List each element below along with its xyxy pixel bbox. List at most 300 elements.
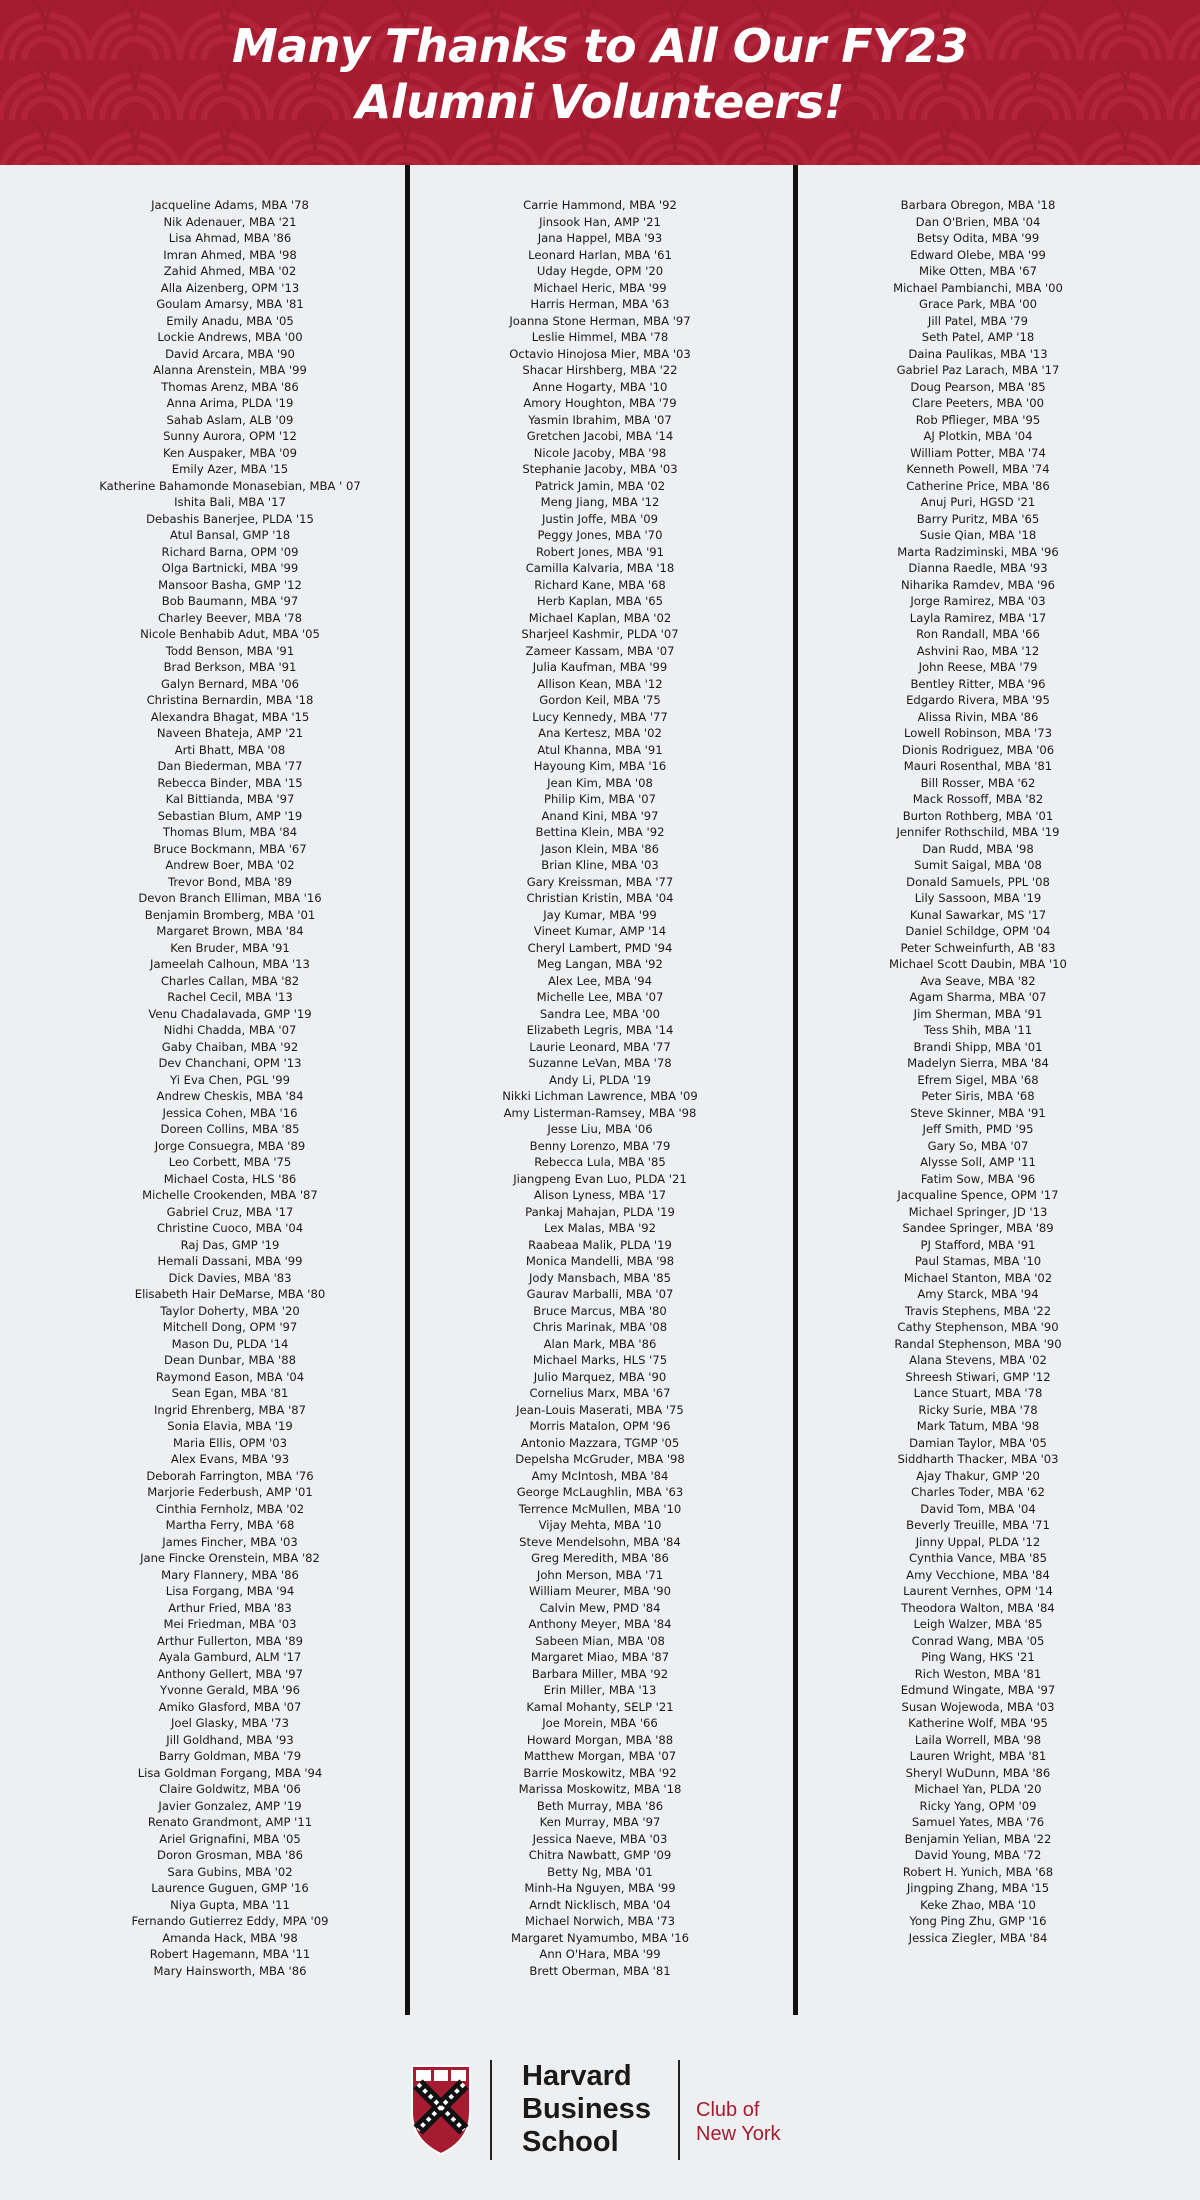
volunteer-name: Jana Happel, MBA '93 xyxy=(537,231,663,245)
volunteer-name: Arndt Nicklisch, MBA '04 xyxy=(529,1897,671,1912)
volunteer-name: Brett Oberman, MBA '81 xyxy=(529,1963,671,1978)
volunteer-name: Brandi Shipp, MBA '01 xyxy=(913,1039,1043,1054)
volunteer-name: Jane Fincke Orenstein, MBA '82 xyxy=(140,1551,320,1565)
volunteer-name: Susan Wojewoda, MBA '03 xyxy=(901,1699,1055,1714)
volunteer-name: Martha Ferry, MBA '68 xyxy=(165,1518,295,1532)
volunteer-name: Lance Stuart, MBA '78 xyxy=(913,1386,1043,1400)
volunteer-name: Raabeaa Malik, PLDA '19 xyxy=(528,1237,672,1252)
volunteer-name: Rebecca Binder, MBA '15 xyxy=(157,775,303,790)
volunteer-name: Agam Sharma, MBA '07 xyxy=(909,990,1047,1004)
volunteer-name: Jacqueline Adams, MBA '78 xyxy=(151,198,309,212)
volunteer-name: Benjamin Bromberg, MBA '01 xyxy=(144,907,316,922)
volunteer-name: Terrence McMullen, MBA '10 xyxy=(518,1501,682,1516)
volunteer-name: Meg Langan, MBA '92 xyxy=(537,957,663,971)
volunteer-name: Vijay Mehta, MBA '10 xyxy=(538,1518,662,1532)
volunteer-name: Mason Du, PLDA '14 xyxy=(171,1336,289,1351)
volunteer-name: Olga Bartnicki, MBA '99 xyxy=(161,561,299,575)
volunteer-name: Daniel Schildge, OPM '04 xyxy=(905,924,1051,938)
volunteer-name: Jessica Naeve, MBA '03 xyxy=(532,1831,668,1846)
volunteer-name: Ajay Thakur, GMP '20 xyxy=(916,1468,1040,1483)
volunteer-column-2 xyxy=(420,197,780,2017)
volunteer-name: Ashvini Rao, MBA '12 xyxy=(916,643,1040,658)
volunteer-name: Patrick Jamin, MBA '02 xyxy=(534,478,666,493)
school-name-line: School xyxy=(522,2126,619,2158)
volunteer-name: Octavio Hinojosa Mier, MBA '03 xyxy=(509,346,691,361)
volunteer-name: Dianna Raedle, MBA '93 xyxy=(908,561,1048,575)
title-line-2: Alumni Volunteers! xyxy=(355,75,845,129)
volunteer-name: Atul Bansal, GMP '18 xyxy=(169,528,291,542)
volunteer-name: Dick Davies, MBA '83 xyxy=(168,1270,292,1285)
volunteer-name: Doreen Collins, MBA '85 xyxy=(160,1122,300,1136)
volunteer-name: Depelsha McGruder, MBA '98 xyxy=(515,1452,685,1466)
volunteer-name: Richard Kane, MBA '68 xyxy=(534,577,666,592)
volunteer-name: Hemali Dassani, MBA '99 xyxy=(157,1254,303,1268)
volunteer-name: Beverly Treuille, MBA '71 xyxy=(906,1518,1050,1532)
volunteer-name: Travis Stephens, MBA '22 xyxy=(904,1303,1052,1318)
volunteer-name: Alexandra Bhagat, MBA '15 xyxy=(150,709,310,724)
hbs-shield-icon xyxy=(410,2064,472,2156)
volunteer-name: Michael Kaplan, MBA '02 xyxy=(528,610,672,625)
volunteer-name: Julia Kaufman, MBA '99 xyxy=(532,660,668,674)
volunteer-name: Jinny Uppal, PLDA '12 xyxy=(915,1534,1041,1549)
volunteer-name: Doron Grosman, MBA '86 xyxy=(157,1848,303,1862)
volunteer-name: Sandra Lee, MBA '00 xyxy=(539,1006,661,1021)
volunteer-name: Nicole Benhabib Adut, MBA '05 xyxy=(140,627,320,641)
volunteer-name: Amy McIntosh, MBA '84 xyxy=(531,1468,669,1483)
volunteer-name: Cathy Stephenson, MBA '90 xyxy=(897,1320,1059,1334)
volunteer-name: Ken Auspaker, MBA '09 xyxy=(162,445,298,460)
volunteer-name: Nicole Jacoby, MBA '98 xyxy=(533,445,667,460)
volunteer-name: Betty Ng, MBA '01 xyxy=(547,1864,653,1879)
volunteer-name: Leonard Harlan, MBA '61 xyxy=(528,247,672,262)
volunteer-name: Lisa Ahmad, MBA '86 xyxy=(168,231,292,245)
volunteer-name: Alan Mark, MBA '86 xyxy=(543,1336,657,1351)
volunteer-name: Robert H. Yunich, MBA '68 xyxy=(902,1864,1054,1879)
volunteer-name: Laurie Leonard, MBA '77 xyxy=(529,1039,671,1054)
volunteer-name: PJ Stafford, MBA '91 xyxy=(920,1237,1036,1252)
volunteer-name: William Potter, MBA '74 xyxy=(910,445,1046,460)
volunteer-name: Sandee Springer, MBA '89 xyxy=(902,1221,1054,1235)
volunteer-name: Lauren Wright, MBA '81 xyxy=(909,1749,1047,1763)
volunteer-name: Fatim Sow, MBA '96 xyxy=(920,1171,1036,1186)
volunteer-name: Allison Kean, MBA '12 xyxy=(537,676,663,691)
volunteer-name: Richard Barna, OPM '09 xyxy=(161,544,299,559)
school-name xyxy=(522,2060,651,2159)
volunteer-name: Steve Skinner, MBA '91 xyxy=(910,1105,1046,1120)
volunteer-name: Michael Springer, JD '13 xyxy=(908,1204,1048,1219)
volunteer-name: Zahid Ahmed, MBA '02 xyxy=(163,264,297,278)
volunteer-name: Grace Park, MBA '00 xyxy=(919,297,1037,311)
volunteer-name: Anand Kini, MBA '97 xyxy=(541,808,659,823)
volunteer-name: Jean Kim, MBA '08 xyxy=(547,775,653,790)
volunteer-name: Jennifer Rothschild, MBA '19 xyxy=(896,825,1060,839)
volunteer-name: Randal Stephenson, MBA '90 xyxy=(894,1336,1062,1351)
volunteer-name: Charles Callan, MBA '82 xyxy=(160,973,300,988)
volunteer-name: Emily Azer, MBA '15 xyxy=(171,462,289,476)
volunteer-name: Cinthia Fernholz, MBA '02 xyxy=(155,1501,305,1516)
volunteer-name: Ingrid Ehrenberg, MBA '87 xyxy=(153,1402,307,1417)
volunteer-name: Edmund Wingate, MBA '97 xyxy=(900,1683,1056,1697)
volunteer-name: Siddharth Thacker, MBA '03 xyxy=(897,1452,1059,1466)
volunteer-name: Sheryl WuDunn, MBA '86 xyxy=(905,1765,1051,1780)
header-banner xyxy=(0,0,1200,165)
volunteer-name: Peter Siris, MBA '68 xyxy=(921,1089,1035,1103)
volunteer-name: Howard Morgan, MBA '88 xyxy=(526,1732,674,1747)
volunteer-name: Ann O'Hara, MBA '99 xyxy=(539,1947,661,1961)
volunteer-name: Arthur Fried, MBA '83 xyxy=(168,1600,292,1615)
volunteer-name: Michael Norwich, MBA '73 xyxy=(525,1914,675,1928)
volunteer-name: Monica Mandelli, MBA '98 xyxy=(525,1254,675,1268)
volunteer-name: Alison Lyness, MBA '17 xyxy=(533,1188,667,1202)
volunteer-name: Madelyn Sierra, MBA '84 xyxy=(907,1056,1049,1070)
volunteer-name: Sumit Saigal, MBA '08 xyxy=(914,858,1042,872)
volunteer-name: Maria Ellis, OPM '03 xyxy=(172,1435,288,1450)
volunteer-name: John Reese, MBA '79 xyxy=(918,660,1038,674)
volunteer-name: Uday Hegde, OPM '20 xyxy=(536,264,664,278)
volunteer-name: Dev Chanchani, OPM '13 xyxy=(158,1056,302,1070)
volunteer-name: Ping Wang, HKS '21 xyxy=(921,1650,1035,1664)
volunteer-name: Alana Stevens, MBA '02 xyxy=(909,1353,1047,1367)
volunteer-name: Bruce Bockmann, MBA '67 xyxy=(153,841,307,856)
volunteer-name: Margaret Miao, MBA '87 xyxy=(530,1650,670,1664)
volunteer-name: Mike Otten, MBA '67 xyxy=(919,264,1037,278)
volunteer-name: Katherine Bahamonde Monasebian, MBA ' 07 xyxy=(99,478,361,493)
volunteer-name: Gary So, MBA '07 xyxy=(927,1138,1029,1153)
volunteer-name: Jesse Liu, MBA '06 xyxy=(547,1122,653,1136)
volunteer-name: Zameer Kassam, MBA '07 xyxy=(525,643,675,658)
volunteer-name: Bentley Ritter, MBA '96 xyxy=(910,676,1046,691)
volunteer-name: Andrew Cheskis, MBA '84 xyxy=(156,1089,304,1103)
volunteer-name: Layla Ramirez, MBA '17 xyxy=(909,610,1047,625)
volunteer-name: Alanna Arenstein, MBA '99 xyxy=(153,363,307,377)
volunteer-name: Laila Worrell, MBA '98 xyxy=(914,1732,1042,1747)
volunteer-name: Damian Taylor, MBA '05 xyxy=(909,1435,1047,1450)
volunteer-name: Pankaj Mahajan, PLDA '19 xyxy=(525,1204,675,1219)
volunteer-name: Marissa Moskowitz, MBA '18 xyxy=(518,1782,682,1796)
volunteer-name: Keke Zhao, MBA '10 xyxy=(920,1897,1036,1912)
volunteer-name: Carrie Hammond, MBA '92 xyxy=(523,198,677,212)
volunteer-name: Ayala Gamburd, ALM '17 xyxy=(158,1650,302,1664)
volunteer-name: Leslie Himmel, MBA '78 xyxy=(531,330,669,344)
volunteer-name: Venu Chadalavada, GMP '19 xyxy=(148,1006,312,1021)
volunteer-name: Kamal Mohanty, SELP '21 xyxy=(526,1699,674,1714)
volunteer-name: Lily Sassoon, MBA '19 xyxy=(914,891,1042,905)
volunteer-name: Seth Patel, AMP '18 xyxy=(921,330,1035,344)
volunteer-name: Sonia Elavia, MBA '19 xyxy=(167,1419,293,1433)
volunteer-name: Brad Berkson, MBA '91 xyxy=(163,660,297,674)
club-name xyxy=(696,2098,781,2146)
volunteer-name: Sean Egan, MBA '81 xyxy=(171,1386,289,1400)
volunteer-name: Vineet Kumar, AMP '14 xyxy=(533,924,667,938)
volunteer-name: Devon Branch Elliman, MBA '16 xyxy=(138,891,322,905)
volunteer-name: Leo Corbett, MBA '75 xyxy=(168,1155,292,1169)
volunteer-name: Thomas Blum, MBA '84 xyxy=(162,825,298,839)
volunteer-name: Daina Paulikas, MBA '13 xyxy=(908,346,1048,361)
school-name-line: Harvard xyxy=(522,2060,632,2092)
volunteer-name: David Tom, MBA '04 xyxy=(920,1501,1036,1516)
volunteer-name: Antonio Mazzara, TGMP '05 xyxy=(520,1435,680,1450)
volunteer-name: Erin Miller, MBA '13 xyxy=(543,1683,657,1697)
volunteer-name: Atul Khanna, MBA '91 xyxy=(537,742,663,757)
volunteer-name: Catherine Price, MBA '86 xyxy=(906,478,1050,493)
volunteer-name: Naveen Bhateja, AMP '21 xyxy=(156,726,304,740)
volunteer-name: Dean Dunbar, MBA '88 xyxy=(164,1353,296,1367)
volunteer-name: Lucy Kennedy, MBA '77 xyxy=(532,709,668,724)
volunteer-name: Tess Shih, MBA '11 xyxy=(923,1023,1033,1037)
volunteer-column-1 xyxy=(80,197,380,2017)
volunteer-name: Joe Morein, MBA '66 xyxy=(542,1716,658,1730)
volunteer-name: Michael Yan, PLDA '20 xyxy=(914,1782,1042,1796)
volunteer-name: Efrem Sigel, MBA '68 xyxy=(917,1072,1039,1087)
volunteer-name: Elizabeth Legris, MBA '14 xyxy=(526,1023,674,1037)
volunteer-name: Benjamin Yelian, MBA '22 xyxy=(904,1831,1052,1846)
volunteer-name: Harris Herman, MBA '63 xyxy=(530,297,670,311)
volunteer-name: Jacqualine Spence, OPM '17 xyxy=(897,1188,1059,1202)
volunteer-name: Ricky Yang, OPM '09 xyxy=(919,1798,1037,1813)
volunteer-name: Edgardo Rivera, MBA '95 xyxy=(906,693,1050,707)
volunteer-name: Taylor Doherty, MBA '20 xyxy=(160,1303,300,1318)
volunteer-name: Morris Matalon, OPM '96 xyxy=(529,1419,671,1433)
volunteer-name: Charles Toder, MBA '62 xyxy=(911,1485,1045,1499)
volunteer-name: Ariel Grignafini, MBA '05 xyxy=(159,1831,301,1846)
volunteer-name: Gordon Keil, MBA '75 xyxy=(539,693,661,707)
volunteer-name: Chitra Nawbatt, GMP '09 xyxy=(528,1848,672,1862)
volunteer-name: Sahab Aslam, ALB '09 xyxy=(166,412,294,427)
volunteer-name: Deborah Farrington, MBA '76 xyxy=(146,1468,314,1483)
volunteer-name: Ken Murray, MBA '97 xyxy=(539,1815,661,1829)
volunteer-name: Jorge Consuegra, MBA '89 xyxy=(154,1138,306,1153)
volunteer-name: Charley Beever, MBA '78 xyxy=(157,610,303,625)
volunteer-name: Anne Hogarty, MBA '10 xyxy=(532,379,668,394)
volunteer-name: Lisa Goldman Forgang, MBA '94 xyxy=(137,1765,323,1780)
volunteer-name: David Young, MBA '72 xyxy=(914,1848,1042,1862)
hbs-club-logo xyxy=(410,2058,810,2163)
volunteer-name: Michael Costa, HLS '86 xyxy=(163,1171,297,1186)
volunteer-name: George McLaughlin, MBA '63 xyxy=(516,1485,684,1499)
logo-divider xyxy=(678,2060,680,2160)
volunteer-name: Anna Arima, PLDA '19 xyxy=(166,396,294,410)
volunteer-name: Lockie Andrews, MBA '00 xyxy=(157,330,303,344)
volunteer-name: Benny Lorenzo, MBA '79 xyxy=(529,1138,671,1153)
volunteer-name: Anthony Gellert, MBA '97 xyxy=(156,1666,304,1681)
volunteer-name: Joel Glasky, MBA '73 xyxy=(171,1716,289,1730)
volunteer-name: Cynthia Vance, MBA '85 xyxy=(908,1551,1048,1565)
volunteer-name: Chris Marinak, MBA '08 xyxy=(532,1320,668,1334)
volunteer-name: Camilla Kalvaria, MBA '18 xyxy=(525,561,675,575)
volunteer-name: Sabeen Mian, MBA '08 xyxy=(535,1633,665,1648)
volunteer-name: Gabriel Cruz, MBA '17 xyxy=(166,1204,294,1219)
volunteer-name: Paul Stamas, MBA '10 xyxy=(914,1254,1042,1268)
volunteer-name: Ava Seave, MBA '82 xyxy=(920,973,1036,988)
volunteer-name: Bob Baumann, MBA '97 xyxy=(161,594,299,608)
volunteer-name: Alissa Rivin, MBA '86 xyxy=(917,709,1039,724)
volunteer-name: Shacar Hirshberg, MBA '22 xyxy=(522,363,678,377)
volunteer-name: Dan Rudd, MBA '98 xyxy=(922,841,1034,856)
volunteer-name: Yvonne Gerald, MBA '96 xyxy=(159,1683,300,1697)
volunteer-name: Michael Scott Daubin, MBA '10 xyxy=(889,957,1067,971)
volunteer-name: Bruce Marcus, MBA '80 xyxy=(533,1303,667,1318)
volunteer-name: Nikki Lichman Lawrence, MBA '09 xyxy=(502,1089,698,1103)
volunteer-name: Jill Goldhand, MBA '93 xyxy=(166,1732,294,1747)
volunteer-name: Robert Jones, MBA '91 xyxy=(535,544,665,559)
volunteer-name: Nidhi Chadda, MBA '07 xyxy=(163,1023,297,1037)
volunteer-name: Lisa Forgang, MBA '94 xyxy=(165,1584,295,1598)
volunteer-name: Jody Mansbach, MBA '85 xyxy=(529,1270,671,1285)
column-divider xyxy=(405,165,410,2015)
volunteer-name: Donald Samuels, PPL '08 xyxy=(906,874,1050,889)
volunteer-name: Katherine Wolf, MBA '95 xyxy=(908,1716,1048,1730)
volunteer-name: Brian Kline, MBA '03 xyxy=(541,858,659,872)
volunteer-name: Amanda Hack, MBA '98 xyxy=(162,1930,298,1945)
volunteer-name: Barry Goldman, MBA '79 xyxy=(158,1749,302,1763)
volunteer-name: Gretchen Jacobi, MBA '14 xyxy=(526,429,674,443)
volunteer-name: Gaby Chaiban, MBA '92 xyxy=(161,1039,299,1054)
volunteer-name: Dan O'Brien, MBA '04 xyxy=(915,214,1041,229)
volunteer-name: Raj Das, GMP '19 xyxy=(180,1237,280,1252)
volunteer-name: Susie Qian, MBA '18 xyxy=(919,528,1037,542)
volunteer-name: Steve Mendelsohn, MBA '84 xyxy=(519,1534,681,1549)
volunteer-name: Leigh Walzer, MBA '85 xyxy=(913,1617,1043,1631)
volunteer-name: Lowell Robinson, MBA '73 xyxy=(903,726,1052,740)
volunteer-name: Jeff Smith, PMD '95 xyxy=(922,1122,1034,1136)
volunteer-name: David Arcara, MBA '90 xyxy=(165,346,295,361)
volunteer-name: Christian Kristin, MBA '04 xyxy=(526,891,674,905)
volunteer-name: Kenneth Powell, MBA '74 xyxy=(906,462,1050,476)
volunteer-name: Andrew Boer, MBA '02 xyxy=(165,858,295,872)
volunteer-name: Elisabeth Hair DeMarse, MBA '80 xyxy=(134,1287,326,1301)
volunteer-name: Jameelah Calhoun, MBA '13 xyxy=(150,957,310,971)
volunteer-name: Shreesh Stiwari, GMP '12 xyxy=(905,1369,1051,1384)
volunteer-name: Alysse Soll, AMP '11 xyxy=(920,1155,1036,1169)
volunteer-name: Stephanie Jacoby, MBA '03 xyxy=(522,462,678,476)
volunteer-name: Ricky Surie, MBA '78 xyxy=(918,1402,1038,1417)
volunteer-name: Arthur Fullerton, MBA '89 xyxy=(157,1633,303,1648)
volunteer-name: Rebecca Lula, MBA '85 xyxy=(534,1155,666,1169)
volunteer-name: Bettina Klein, MBA '92 xyxy=(535,825,665,839)
volunteer-name: Edward Olebe, MBA '99 xyxy=(910,247,1046,262)
volunteer-name: Gary Kreissman, MBA '77 xyxy=(526,874,674,889)
volunteer-name: Amy Vecchione, MBA '84 xyxy=(906,1567,1050,1582)
volunteer-name: Jay Kumar, MBA '99 xyxy=(543,907,657,922)
volunteer-name: Justin Joffe, MBA '09 xyxy=(541,511,659,526)
volunteer-name: Dionis Rodriguez, MBA '06 xyxy=(901,742,1055,757)
volunteer-name: Michelle Lee, MBA '07 xyxy=(536,990,664,1004)
volunteer-name: Gaurav Marballi, MBA '07 xyxy=(526,1287,674,1301)
volunteer-name: Mary Hainsworth, MBA '86 xyxy=(153,1963,307,1978)
volunteer-name: Galyn Bernard, MBA '06 xyxy=(160,676,300,691)
volunteer-name: Christine Cuoco, MBA '04 xyxy=(156,1221,304,1235)
club-name-line: New York xyxy=(696,2123,781,2145)
volunteer-name: Arti Bhatt, MBA '08 xyxy=(174,742,286,757)
volunteer-name: Peter Schweinfurth, AB '83 xyxy=(900,940,1056,955)
page-title xyxy=(0,18,1200,130)
volunteer-name: Jiangpeng Evan Luo, PLDA '21 xyxy=(513,1171,687,1186)
volunteer-name: Jessica Ziegler, MBA '84 xyxy=(908,1930,1048,1945)
volunteer-name: Jorge Ramirez, MBA '03 xyxy=(910,594,1046,608)
volunteer-name: Bill Rosser, MBA '62 xyxy=(920,775,1036,790)
volunteer-name: Raymond Eason, MBA '04 xyxy=(155,1369,305,1384)
volunteer-name: Peggy Jones, MBA '70 xyxy=(537,528,663,542)
volunteer-name: Jessica Cohen, MBA '16 xyxy=(162,1105,298,1120)
title-line-1: Many Thanks to All Our FY23 xyxy=(231,19,969,73)
volunteer-name: Claire Goldwitz, MBA '06 xyxy=(159,1782,301,1796)
volunteer-name: Yasmin Ibrahim, MBA '07 xyxy=(528,412,672,427)
volunteer-name: Ana Kertesz, MBA '02 xyxy=(538,726,662,740)
volunteer-name: Ron Randall, MBA '66 xyxy=(916,627,1040,641)
volunteer-name: Jill Patel, MBA '79 xyxy=(927,313,1029,328)
volunteer-name: Yi Eva Chen, PGL '99 xyxy=(170,1072,290,1087)
volunteer-name: Thomas Arenz, MBA '86 xyxy=(161,379,299,394)
logo-divider xyxy=(490,2060,492,2160)
volunteer-name: Barry Puritz, MBA '65 xyxy=(916,511,1040,526)
volunteer-name: Betsy Odita, MBA '99 xyxy=(916,231,1040,245)
volunteer-name: Jean-Louis Maserati, MBA '75 xyxy=(516,1402,684,1417)
volunteer-name: Amiko Glasford, MBA '07 xyxy=(158,1699,302,1714)
volunteer-name: Theodora Walton, MBA '84 xyxy=(901,1600,1055,1615)
club-name-line: Club of xyxy=(696,2099,760,2121)
volunteer-name: Amy Starck, MBA '94 xyxy=(917,1287,1039,1301)
volunteer-name: Niya Gupta, MBA '11 xyxy=(170,1897,290,1912)
volunteer-name: Michael Stanton, MBA '02 xyxy=(903,1270,1053,1285)
volunteer-name: Mauri Rosenthal, MBA '81 xyxy=(903,759,1053,773)
volunteer-name: Marta Radziminski, MBA '96 xyxy=(897,544,1059,559)
volunteer-name: Joanna Stone Herman, MBA '97 xyxy=(509,313,691,328)
volunteer-name: Rob Pflieger, MBA '95 xyxy=(915,412,1041,427)
volunteer-name: Greg Meredith, MBA '86 xyxy=(531,1551,669,1565)
volunteer-name: Cheryl Lambert, PMD '94 xyxy=(527,940,673,955)
volunteer-name: Michael Marks, HLS '75 xyxy=(532,1353,668,1367)
volunteer-name: Julio Marquez, MBA '90 xyxy=(533,1369,667,1384)
volunteer-name: Kal Bittianda, MBA '97 xyxy=(165,792,295,806)
volunteer-name: Mei Friedman, MBA '03 xyxy=(163,1617,297,1631)
volunteer-name: Laurent Vernhes, OPM '14 xyxy=(903,1584,1053,1598)
school-name-line: Business xyxy=(522,2093,651,2125)
volunteer-name: Fernando Gutierrez Eddy, MPA '09 xyxy=(131,1914,329,1928)
volunteer-name: Yong Ping Zhu, GMP '16 xyxy=(909,1914,1047,1928)
volunteer-name: Sebastian Blum, AMP '19 xyxy=(157,808,303,823)
volunteer-name: Matthew Morgan, MBA '07 xyxy=(523,1749,677,1763)
column-divider xyxy=(793,165,798,2015)
volunteer-name: Todd Benson, MBA '91 xyxy=(165,643,295,658)
volunteer-name: Debashis Banerjee, PLDA '15 xyxy=(146,511,314,526)
volunteer-name: Jim Sherman, MBA '91 xyxy=(913,1006,1043,1021)
volunteer-name: Michelle Crookenden, MBA '87 xyxy=(142,1188,318,1202)
volunteer-name: Sunny Aurora, OPM '12 xyxy=(163,429,297,443)
volunteer-name: Clare Peeters, MBA '00 xyxy=(912,396,1044,410)
volunteer-name: John Merson, MBA '71 xyxy=(536,1567,664,1582)
volunteer-name: Amy Listerman-Ramsey, MBA '98 xyxy=(503,1105,697,1120)
volunteer-name: Gabriel Paz Larach, MBA '17 xyxy=(896,363,1060,377)
volunteer-name: Doug Pearson, MBA '85 xyxy=(910,379,1046,394)
volunteer-name: Javier Gonzalez, AMP '19 xyxy=(158,1798,302,1813)
volunteer-name: Niharika Ramdev, MBA '96 xyxy=(900,577,1056,592)
volunteer-name: Mark Tatum, MBA '98 xyxy=(916,1419,1040,1433)
volunteer-name: Trevor Bond, MBA '89 xyxy=(167,874,293,889)
volunteer-name: Mack Rossoff, MBA '82 xyxy=(912,792,1044,806)
volunteer-name: Michael Pambianchi, MBA '00 xyxy=(893,280,1063,295)
volunteer-name: Burton Rothberg, MBA '01 xyxy=(902,808,1054,823)
volunteer-name: Alex Lee, MBA '94 xyxy=(547,973,653,988)
volunteer-name: Jinsook Han, AMP '21 xyxy=(539,214,661,229)
volunteer-name: Mansoor Basha, GMP '12 xyxy=(158,577,302,592)
volunteer-name: Beth Murray, MBA '86 xyxy=(536,1798,664,1813)
volunteer-name: Anuj Puri, HGSD '21 xyxy=(920,495,1036,509)
volunteer-name: Sara Gubins, MBA '02 xyxy=(167,1864,293,1879)
volunteer-name: Amory Houghton, MBA '79 xyxy=(523,396,677,410)
volunteer-name: William Meurer, MBA '90 xyxy=(529,1584,671,1598)
volunteer-name: Michael Heric, MBA '99 xyxy=(533,280,667,295)
volunteer-name: Philip Kim, MBA '07 xyxy=(543,792,657,806)
